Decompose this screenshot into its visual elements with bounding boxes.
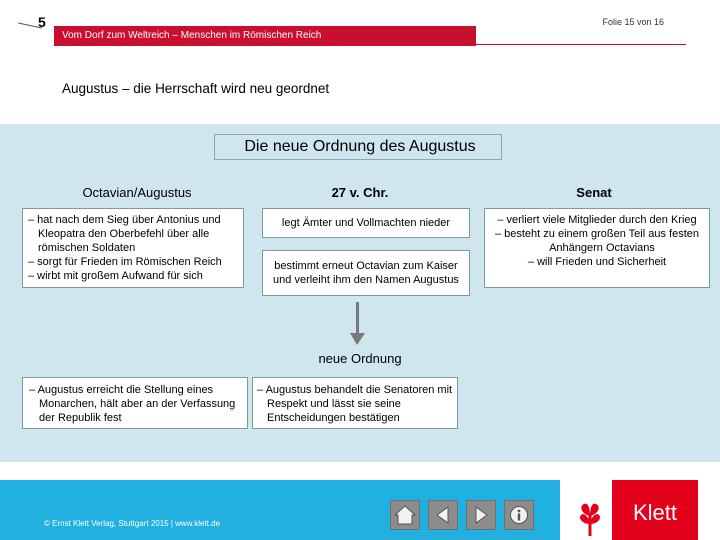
result-point: – Augustus erreicht die Stellung eines Monarchen, hält aber an der Verfassung der Republik fest (29, 384, 236, 424)
senat-point: – verliert viele Mitglieder durch den Krieg (497, 214, 697, 226)
chapter-banner: Vom Dorf zum Weltreich – Menschen im Römischen Reich (54, 26, 476, 46)
klett-logo: Klett (612, 480, 698, 540)
forward-button[interactable] (466, 500, 496, 530)
result-label: neue Ordnung (318, 351, 402, 366)
klett-clover-icon (573, 496, 607, 540)
diagram-title: Die neue Ordnung des Augustus (244, 138, 476, 155)
page-subtitle: Augustus – die Herrschaft wird neu geordnet (62, 81, 330, 96)
arrow-down-icon (356, 302, 359, 336)
octavian-point: – sorgt für Frieden im Römischen Reich (28, 256, 222, 268)
arrow-head-icon (350, 333, 365, 345)
heading-octavian: Octavian/Augustus (82, 185, 192, 200)
heading-senat: Senat (576, 185, 612, 200)
senat-action-text: legt Ämter und Vollmachten nieder (281, 217, 451, 229)
heading-year: 27 v. Chr. (331, 185, 389, 200)
info-icon (509, 505, 529, 525)
octavian-point: – wirbt mit großem Aufwand für sich (28, 270, 203, 282)
senat-action-box (262, 208, 470, 238)
senat-point: – will Frieden und Sicherheit (527, 256, 667, 268)
info-button[interactable] (504, 500, 534, 530)
forward-icon (471, 505, 491, 525)
result-box-augustus (22, 377, 248, 429)
back-button[interactable] (428, 500, 458, 530)
octavian-box (22, 208, 244, 288)
senat-decision-text: bestimmt erneut Octavian zum Kaiser und verleiht ihm den Namen Augustus (273, 260, 459, 286)
result-point: – Augustus behandelt die Senatoren mit Respekt und lässt sie seine Entscheidungen bestätigen (257, 384, 453, 424)
senat-point: – besteht zu einem großen Teil aus festen Anhängern Octavians (494, 228, 700, 254)
result-box-senators (252, 377, 458, 429)
copyright: © Ernst Klett Verlag, Stuttgart 2015 | www.klett.de (44, 519, 221, 528)
footer (0, 480, 720, 540)
home-button[interactable] (390, 500, 420, 530)
octavian-point: – hat nach dem Sieg über Antonius und Kleopatra den Oberbefehl über alle römischen Soldaten (28, 214, 221, 254)
slide-counter: Folie 15 von 16 (602, 17, 664, 27)
home-icon (394, 505, 416, 525)
chapter-number: 5 (38, 14, 46, 30)
senat-box (484, 208, 710, 288)
banner-rule (476, 44, 686, 45)
diagram-panel (0, 124, 720, 462)
klett-emblem (568, 480, 612, 540)
back-icon (433, 505, 453, 525)
senat-decision-box (262, 250, 470, 296)
